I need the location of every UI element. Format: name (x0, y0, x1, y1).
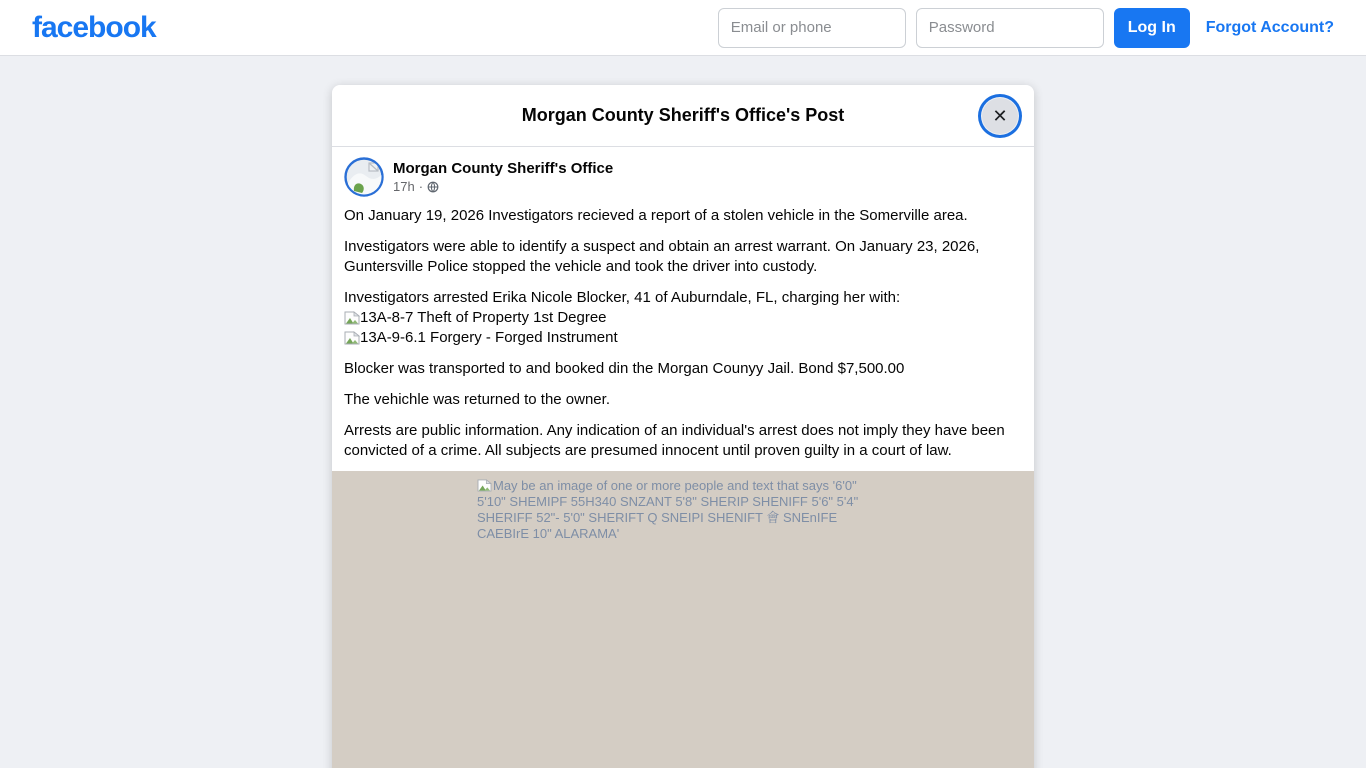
post-paragraph: Arrests are public information. Any indication of an individual's arrest does not imply they have been convicted of a crime. All subjects are presumed innocent until proven guilty in a court of law. (344, 422, 1005, 459)
charge-list (344, 308, 1022, 348)
post-paragraph: Investigators arrested Erika Nicole Blocker, 41 of Auburndale, FL, charging her with: (344, 289, 901, 306)
email-input[interactable] (718, 8, 906, 48)
post-meta (393, 179, 613, 194)
login-button[interactable]: Log In (1114, 8, 1190, 48)
post-dialog (332, 85, 1034, 768)
broken-image-icon (477, 479, 492, 492)
login-header (0, 0, 1366, 56)
post-paragraph: Blocker was transported to and booked din the Morgan Counyy Jail. Bond $7,500.00 (344, 360, 905, 377)
dialog-title: Morgan County Sheriff's Office's Post (521, 105, 845, 125)
alt-text: May be an image of one or more people and text that says '6'0" 5'10" SHEMIPF 55H340 SNZANT 5'8" SHERIP SHENIFF 5'6" 5'4" SHERIFF 52"- 5'0" SHERIFT Q SNEIPI SHENIFT 會 SNEnIFE CAEBIrE 10" ALARAMA' (477, 478, 859, 541)
post-paragraph: Investigators were able to identify a suspect and obtain an arrest warrant. On January 23, 2026, Guntersville Police stopped the vehicle and took the driver into custody. (344, 238, 980, 275)
charge-text: 13A-8-7 Theft of Property 1st Degree (360, 309, 607, 326)
avatar[interactable] (344, 157, 384, 197)
post-body (332, 147, 1034, 471)
timestamp[interactable]: 17h (393, 179, 415, 194)
post-image-broken (332, 471, 1034, 768)
author-name-link[interactable]: Morgan County Sheriff's Office (393, 160, 614, 177)
broken-image-icon (344, 331, 360, 345)
close-icon[interactable]: ✕ (982, 98, 1018, 134)
meta-separator: · (418, 179, 424, 194)
broken-image-icon (344, 311, 360, 325)
dialog-card (332, 85, 1034, 471)
dialog-header (332, 85, 1034, 147)
login-controls (718, 8, 1334, 48)
post-header (344, 157, 1022, 197)
globe-icon (427, 181, 439, 193)
charge-item (344, 328, 1022, 348)
author-block (393, 160, 613, 194)
post-paragraph: On January 19, 2026 Investigators recieved a report of a stolen vehicle in the Somerville area. (344, 207, 968, 224)
image-alt-text (477, 478, 879, 542)
charge-item (344, 308, 1022, 328)
facebook-logo[interactable]: facebook (32, 10, 156, 44)
post-text (344, 206, 1022, 461)
forgot-account-link[interactable]: Forgot Account? (1205, 18, 1334, 36)
charge-text: 13A-9-6.1 Forgery - Forged Instrument (360, 329, 618, 346)
password-input[interactable] (916, 8, 1104, 48)
post-paragraph: The vehichle was returned to the owner. (344, 391, 610, 408)
